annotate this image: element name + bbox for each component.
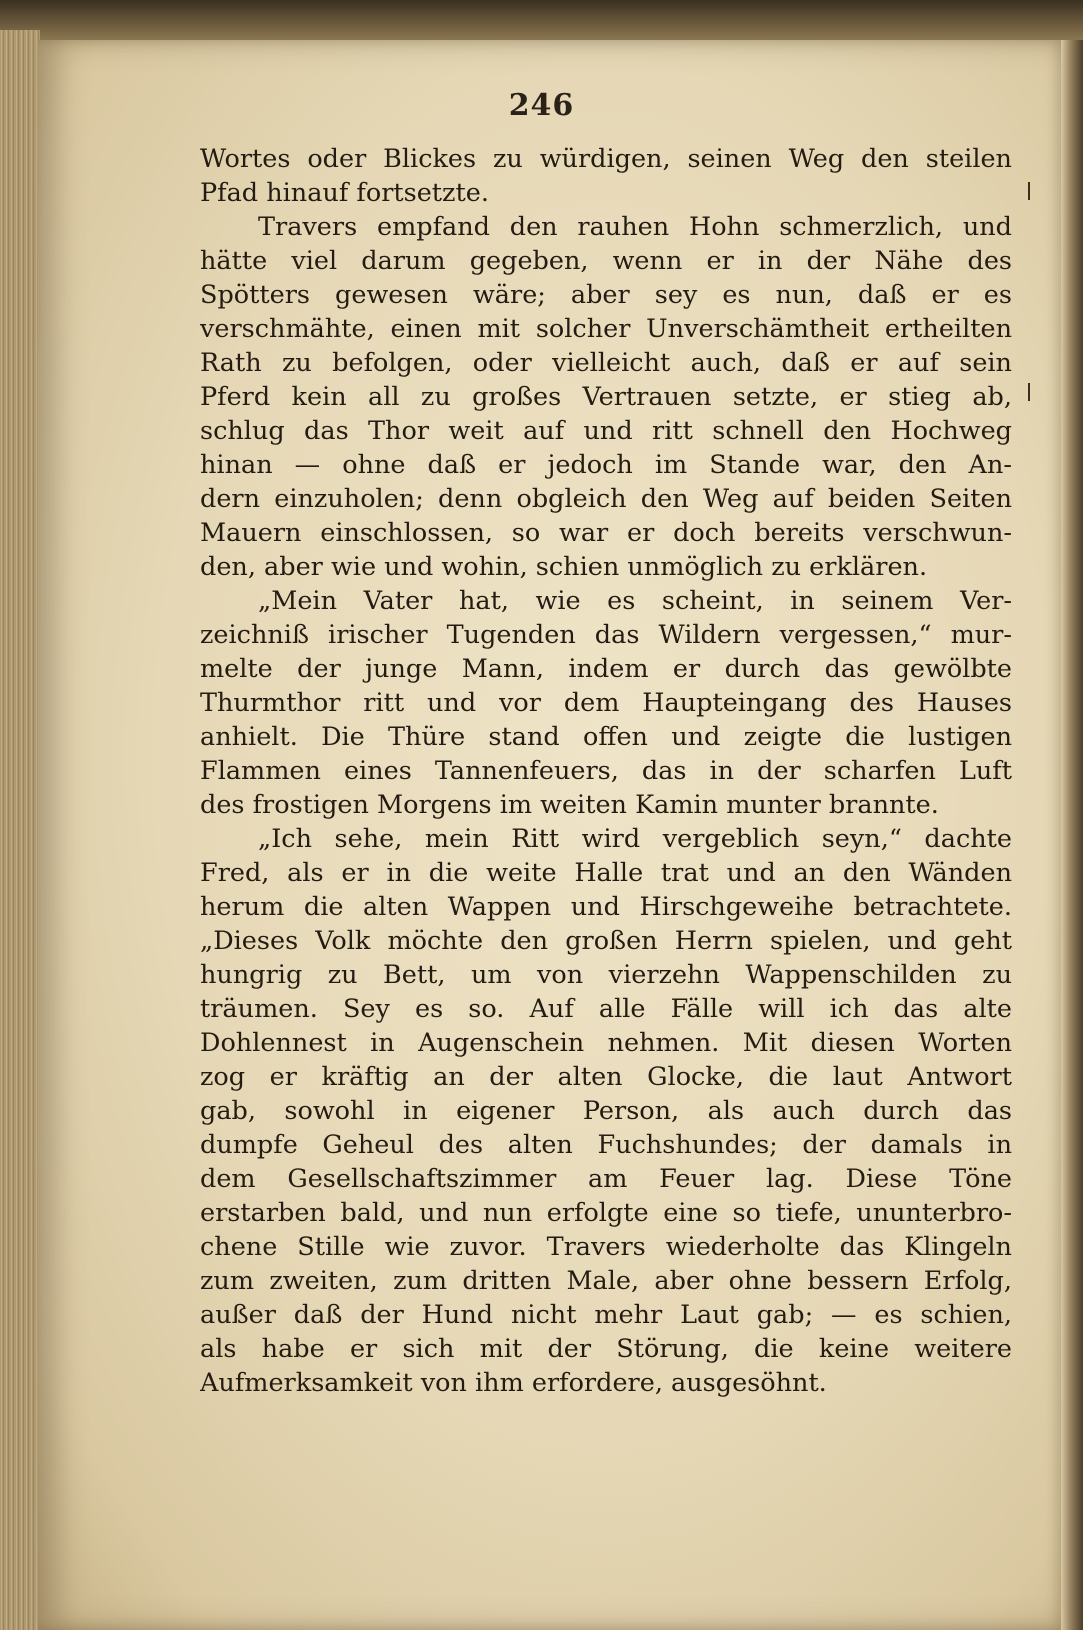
text-line: „Mein Vater hat, wie es scheint, in seinem Ver- <box>258 586 1012 616</box>
text-line: chene Stille wie zuvor. Travers wiederholte das Klingeln <box>200 1232 1012 1262</box>
text-line: zeichniß irischer Tugenden das Wildern vergessen,“ mur- <box>200 620 1012 650</box>
text-line: Dohlennest in Augenschein nehmen. Mit diesen Worten <box>200 1028 1012 1058</box>
text-line: Wortes oder Blickes zu würdigen, seinen Weg den steilen <box>200 144 1012 174</box>
page-stack-left-edge <box>0 30 40 1630</box>
text-line: dumpfe Geheul des alten Fuchshundes; der damals in <box>200 1130 1012 1160</box>
text-line: Pfad hinauf fortsetzte. <box>200 178 489 208</box>
text-line: zum zweiten, zum dritten Male, aber ohne bessern Erfolg, <box>200 1266 1012 1296</box>
text-line: des frostigen Morgens im weiten Kamin munter brannte. <box>200 790 939 820</box>
text-line: Pferd kein all zu großes Vertrauen setzte, er stieg ab, <box>200 382 1012 412</box>
text-line: hinan — ohne daß er jedoch im Stande war, den An- <box>200 450 1012 480</box>
text-line: hungrig zu Bett, um von vierzehn Wappenschilden zu <box>200 960 1012 990</box>
text-line: hätte viel darum gegeben, wenn er in der Nähe des <box>200 246 1012 276</box>
text-line: anhielt. Die Thüre stand offen und zeigte die lustigen <box>200 722 1012 752</box>
text-line: melte der junge Mann, indem er durch das gewölbte <box>200 654 1012 684</box>
text-line: dern einzuholen; denn obgleich den Weg auf beiden Seiten <box>200 484 1012 514</box>
text-line: dem Gesellschaftszimmer am Feuer lag. Diese Töne <box>200 1164 1012 1194</box>
margin-mark <box>1028 383 1030 401</box>
page-text <box>200 142 1012 1400</box>
text-line: Spötters gewesen wäre; aber sey es nun, daß er es <box>200 280 1012 310</box>
text-line: erstarben bald, und nun erfolgte eine so tiefe, ununterbro- <box>200 1198 1012 1228</box>
text-line: außer daß der Hund nicht mehr Laut gab; — es schien, <box>200 1300 1012 1330</box>
text-line: schlug das Thor weit auf und ritt schnell den Hochweg <box>200 416 1012 446</box>
text-line: herum die alten Wappen und Hirschgeweihe betrachtete. <box>200 892 1012 922</box>
book-top-edge <box>0 0 1083 40</box>
page-stack-right-edge <box>1061 40 1083 1630</box>
text-line: Flammen eines Tannenfeuers, das in der scharfen Luft <box>200 756 1012 786</box>
text-line: den, aber wie und wohin, schien unmöglich zu erklären. <box>200 552 928 582</box>
text-line: verschmähte, einen mit solcher Unverschämtheit ertheilten <box>200 314 1012 344</box>
text-line: träumen. Sey es so. Auf alle Fälle will ich das alte <box>200 994 1012 1024</box>
text-line: „Ich sehe, mein Ritt wird vergeblich seyn,“ dachte <box>258 824 1012 854</box>
text-line: Rath zu befolgen, oder vielleicht auch, daß er auf sein <box>200 348 1012 378</box>
text-line: als habe er sich mit der Störung, die keine weitere <box>200 1334 1012 1364</box>
text-line: Fred, als er in die weite Halle trat und an den Wänden <box>200 858 1012 888</box>
margin-mark <box>1028 182 1030 200</box>
text-line: Travers empfand den rauhen Hohn schmerzlich, und <box>258 212 1012 242</box>
page-number: 246 <box>508 88 575 123</box>
text-line: „Dieses Volk möchte den großen Herrn spielen, und geht <box>200 926 1012 956</box>
text-line: Thurmthor ritt und vor dem Haupteingang des Hauses <box>200 688 1012 718</box>
text-line: Aufmerksamkeit von ihm erfordere, ausgesöhnt. <box>200 1368 827 1398</box>
text-line: zog er kräftig an der alten Glocke, die laut Antwort <box>200 1062 1012 1092</box>
text-line: gab, sowohl in eigener Person, als auch durch das <box>200 1096 1012 1126</box>
text-line: Mauern einschlossen, so war er doch bereits verschwun- <box>200 518 1012 548</box>
